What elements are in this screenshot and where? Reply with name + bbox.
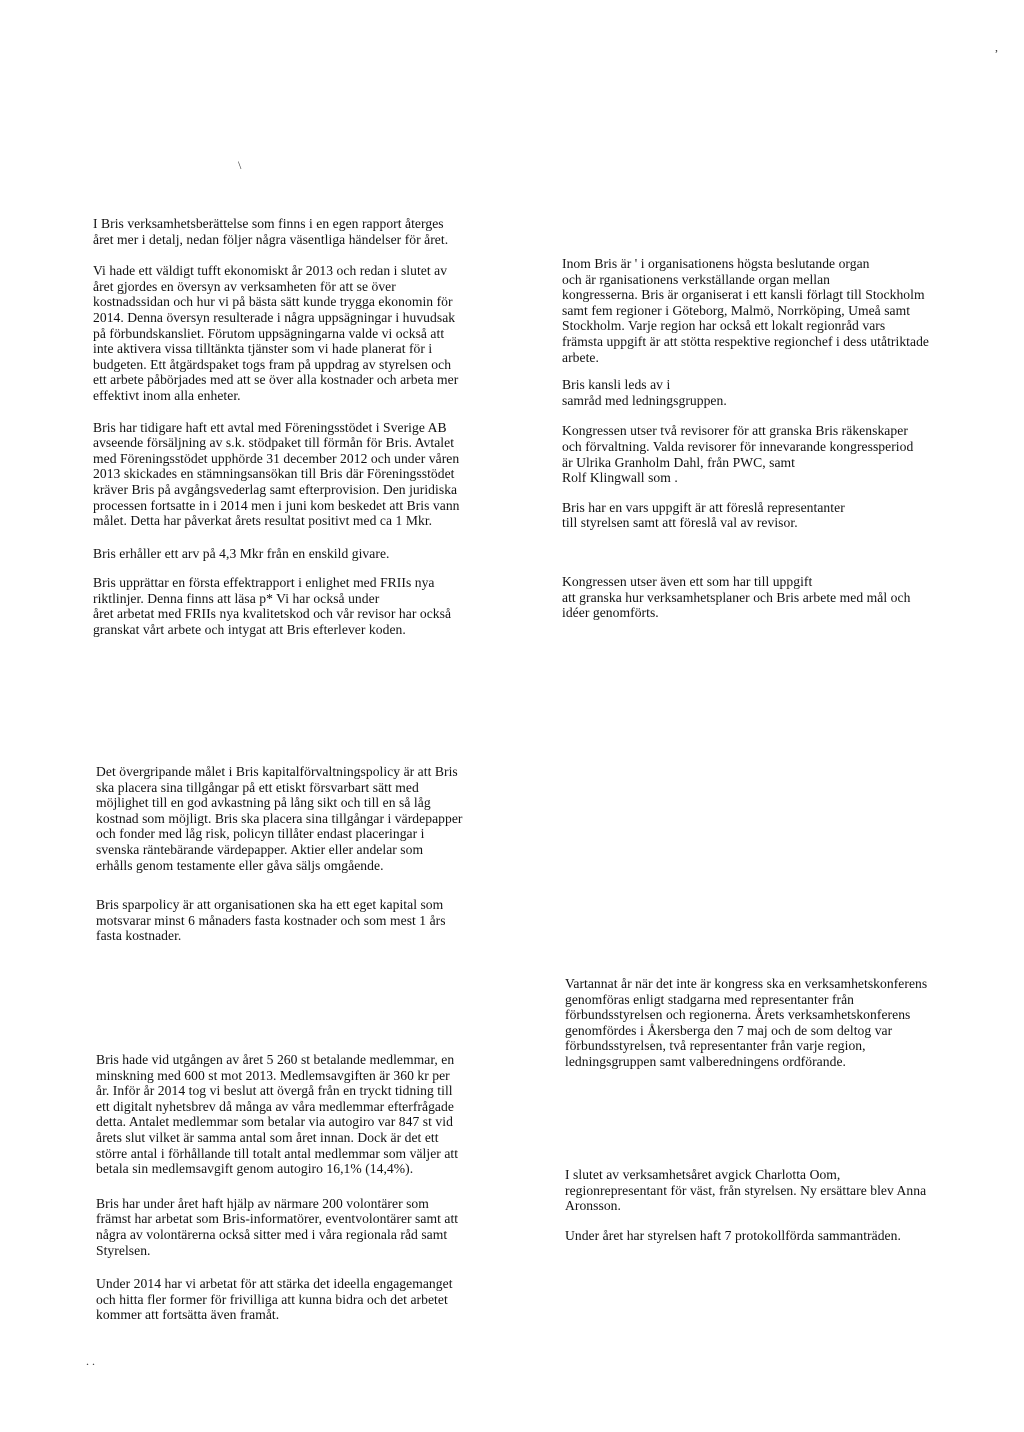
paragraph-conference: Vartannat år när det inte är kongress ska en verksamhetskonferens genomföras enligt stadgarna med representanter från förbundsstyrelsen och regionerna. Årets verksamhetskonferens genomfördes i Åkersberga den 7 maj och de som deltog var förbundsstyrelsen, två representanter från varje region, ledningsgruppen samt valberedningens ordförande.: [565, 976, 928, 1069]
paragraph-effect-report: Bris upprättar en första effektrapport i enlighet med FRIIs nya riktlinjer. Denna finns att läsa p* Vi har också under året arbetat med FRIIs nya kvalitetskod och vår revisor har också granskat vårt arbete och intygat att Bris efterlever koden.: [93, 575, 452, 638]
left-column-top: [93, 216, 513, 638]
paragraph-review: Kongressen utser även ett som har till uppgift att granska hur verksamhetsplaner och Bris arbete med mål och idéer genomförts.: [562, 573, 911, 621]
paragraph-economy: Vi hade ett väldigt tufft ekonomiskt år 2013 och redan i slutet av året gjordes en översyn av verksamheten för att se över kostnadssidan och hur vi på bästa sätt kunde trygga ekonomin för 2014. Denna översyn resulterade i några uppsägningar i huvudsak på förbundskansliet. Förutom uppsägningarna valde vi också att inte aktivera vissa tilltänkta tjänster som vi hade planerat för i budgeten. Ett åtgärdspaket togs fram på uppdrag av styrelsen och ett arbete påbörjades med att se över alla kostnader och arbeta mer effektivt inom alla enheter.: [93, 263, 459, 403]
right-column-top: [562, 256, 982, 621]
paragraph-office: Bris kansli leds av i samråd med ledningsgruppen.: [562, 377, 727, 408]
paragraph-capital-policy: Det övergripande målet i Bris kapitalförvaltningspolicy är att Bris ska placera sina tillgångar på ett etiskt försvarbart sätt med möjlighet till en god avkastning på lång sikt och till en så låg kostnad som möjligt. Bris ska placera sina tillgångar i värdepapper och fonder med låg risk, policyn tillåter endast placeringar i svenska räntebärande värdepapper. Aktier eller andelar som erhålls genom testamente eller gåva säljs omgående.: [96, 764, 463, 873]
paragraph-intro: I Bris verksamhetsberättelse som finns i en egen rapport återges året mer i detalj, nedan följer några väsentliga händelser för året.: [93, 216, 449, 247]
scan-mark: ,: [995, 40, 998, 54]
left-column-members: [96, 1052, 521, 1323]
paragraph-organisation: Inom Bris är ' i organisationens högsta beslutande organ och är rganisationens verkställande organ mellan kongresserna. Bris är organiserat i ett kansli förlagt till Stockholm samt fem regioner i Göteborg, Malmö, Norrköping, Umeå samt Stockholm. Varje region har också ett lokalt regionråd vars främsta uppgift är att stötta respektive regionchef i dess utåtriktade arbete.: [562, 256, 930, 365]
paragraph-inheritance: Bris erhåller ett arv på 4,3 Mkr från en enskild givare.: [93, 545, 390, 561]
paragraph-nomination: Bris har en vars uppgift är att föreslå representanter till styrelsen samt att föreslå val av revisor.: [562, 499, 845, 531]
left-column-capital: [96, 764, 521, 944]
paragraph-members: Bris hade vid utgången av året 5 260 st betalande medlemmar, en minskning med 600 st mot 2013. Medlemsavgiften är 360 kr per år. Inför år 2014 tog vi beslut att övergå från en tryckt tidning till ett digitalt nyhetsbrev då många av våra medlemmar efterfrågade detta. Antalet medlemmar som betalar via autogiro var 847 st vid årets slut vilket är samma antal som året innan. Dock är det ett större antal i förhållande till totalt antal medlemmar som väljer att betala sin medlemsavgift genom autogiro 16,1% (14,4%).: [96, 1052, 459, 1177]
paragraph-board-meetings: Under året har styrelsen haft 7 protokollförda sammanträden.: [565, 1227, 901, 1243]
paragraph-auditors: Kongressen utser två revisorer för att granska Bris räkenskaper och förvaltning. Valda revisorer för innevarande kongressperiod är Ulrika Granholm Dahl, från PWC, samt Rolf Klingwall som .: [562, 423, 914, 486]
scan-mark: . .: [86, 1354, 95, 1368]
paragraph-volunteers: Bris har under året haft hjälp av närmare 200 volontärer som främst har arbetat som Bris-informatörer, eventvolontärer samt att några av volontärerna också sitter med i våra regionala råd samt Styrelsen.: [96, 1195, 459, 1258]
scan-mark: \: [238, 158, 242, 172]
right-column-board: [565, 1167, 985, 1243]
paragraph-engagement: Under 2014 har vi arbetat för att stärka det ideella engagemanget och hitta fler former för frivilliga att kunna bidra och det arbetet kommer att fortsätta även framåt.: [96, 1276, 453, 1323]
paragraph-savings-policy: Bris sparpolicy är att organisationen ska ha ett eget kapital som motsvarar minst 6 månaders fasta kostnader och som mest 1 års fasta kostnader.: [96, 897, 446, 944]
paragraph-board-change: I slutet av verksamhetsåret avgick Charlotta Oom, regionrepresentant för väst, från styrelsen. Ny ersättare blev Anna Aronsson.: [565, 1167, 927, 1214]
right-column-conference: [565, 976, 985, 1070]
paragraph-foreningsstodet: Bris har tidigare haft ett avtal med Föreningsstödet i Sverige AB avseende försäljning av s.k. stödpaket till förmån för Bris. Avtalet med Föreningsstödet upphörde 31 december 2012 och under våren 2013 skickades en stämningsansökan till Bris där Föreningsstödet kräver Bris på avgångsvederlag samt efterprovision. Den juridiska processen fortsatte in i 2014 men i juni kom beskedet att Bris vann målet. Detta har påverkat årets resultat positivt med ca 1 Mkr.: [93, 419, 460, 529]
